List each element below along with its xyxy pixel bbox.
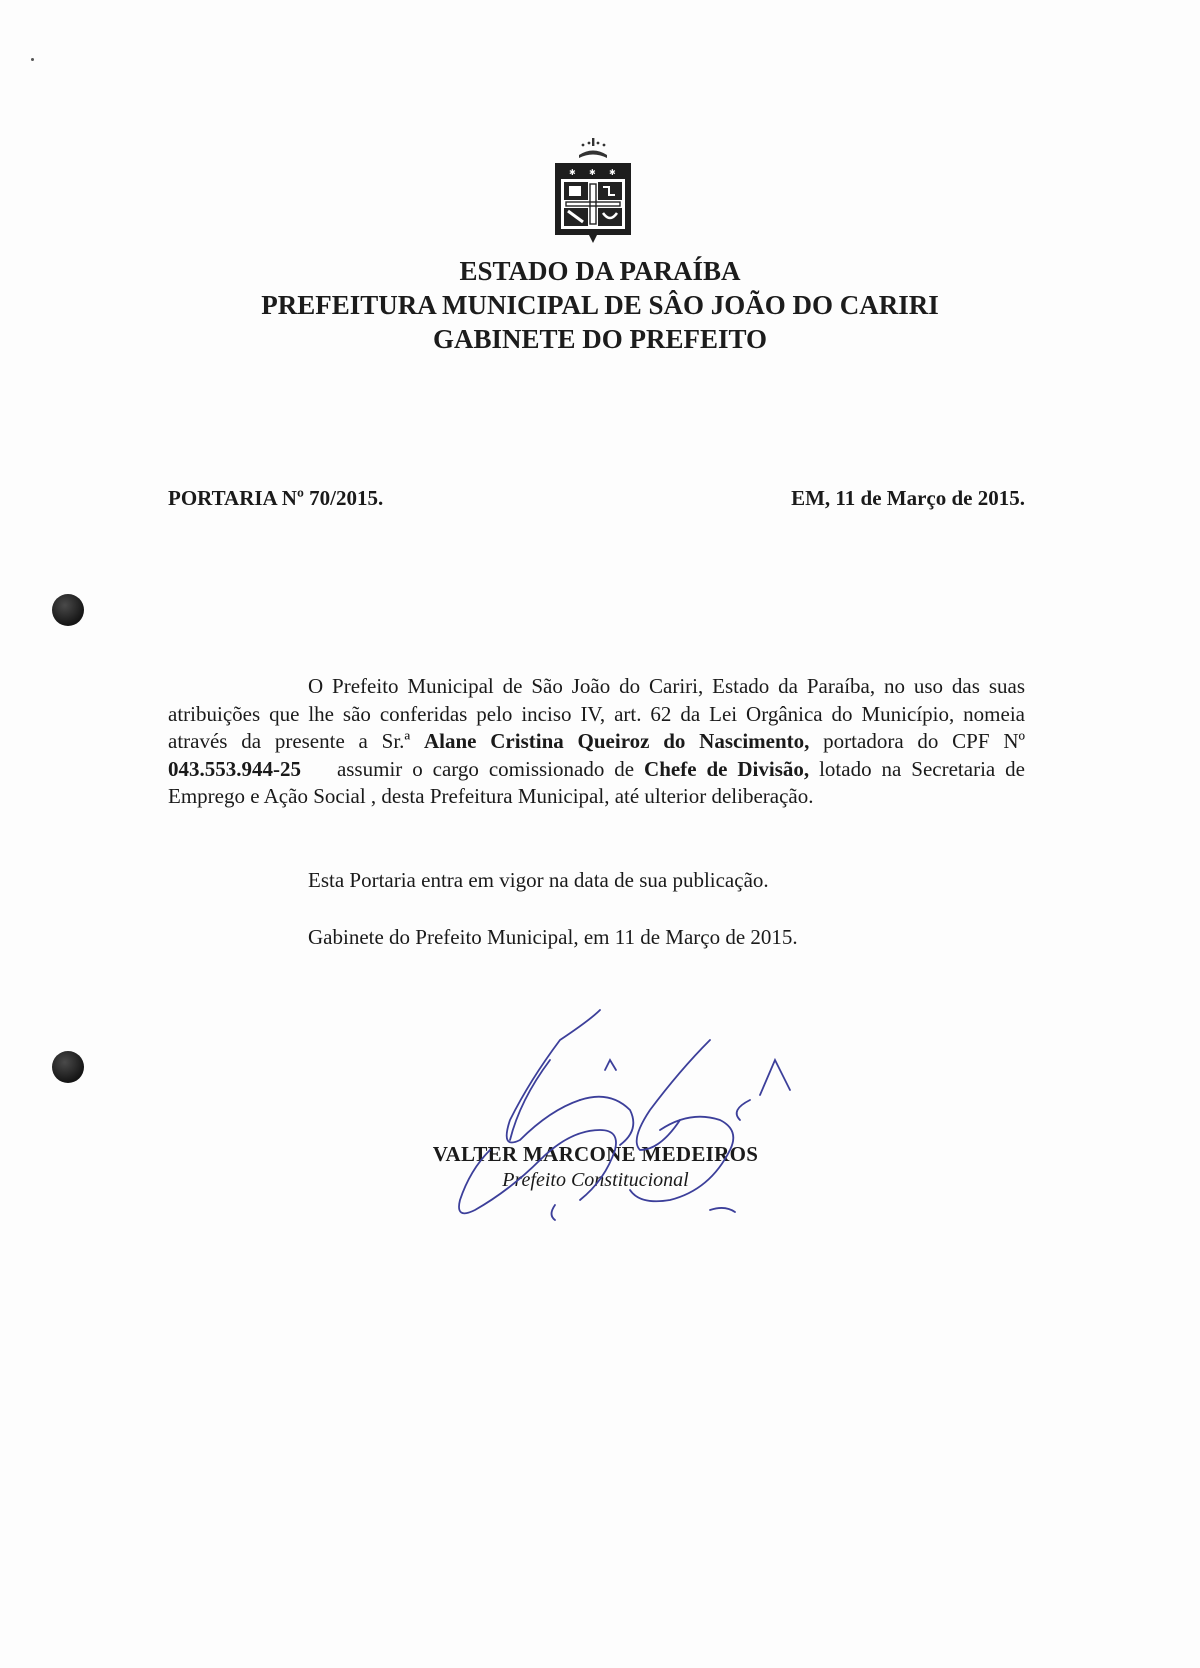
portaria-date: EM, 11 de Março de 2015. xyxy=(791,486,1025,510)
svg-text:✱: ✱ xyxy=(569,168,576,177)
punch-hole-icon xyxy=(52,594,84,626)
svg-text:✱: ✱ xyxy=(609,168,616,177)
body-text: O Prefeito Municipal de São João do Cariri, Estado da Paraíba, no uso das suas atribuições que lhe são conferidas pelo inciso IV, art. 62 da Lei Orgânica do Município, nomeia através da presente a Sr.ª xyxy=(168,674,1025,753)
portaria-number: PORTARIA Nº 70/2015. xyxy=(168,486,384,510)
appointee-name: Alane Cristina Queiroz do Nascimento, xyxy=(423,729,810,753)
appointed-role: Chefe de Divisão, xyxy=(644,756,810,781)
punch-hole-icon xyxy=(52,1051,84,1083)
letterhead-municipality: PREFEITURA MUNICIPAL DE SÂO JOÃO DO CARIRI xyxy=(261,290,939,320)
letterhead-office: GABINETE DO PREFEITO xyxy=(432,324,768,354)
signatory-name: VALTER MARCONE MEDEIROS xyxy=(432,1142,759,1166)
signatory-title: Prefeito Constitucional xyxy=(502,1169,689,1191)
handwritten-signature xyxy=(430,1000,810,1230)
body-text: assumir o cargo comissionado de xyxy=(327,756,645,781)
coat-of-arms-icon xyxy=(553,137,633,253)
letterhead xyxy=(0,254,1200,356)
effective-clause: Esta Portaria entra em vigor na data de sua publicação. xyxy=(308,868,769,892)
body-text: lotado na Secretaria de Emprego e Ação Social , desta Prefeitura Municipal, até ulterior deliberação. xyxy=(168,756,1025,808)
body-text: portadora do CPF Nº xyxy=(809,729,1025,753)
appointee-cpf: 043.553.944-25 xyxy=(168,756,301,781)
body-paragraph xyxy=(168,673,1025,811)
svg-text:✱: ✱ xyxy=(589,168,596,177)
closing-line: Gabinete do Prefeito Municipal, em 11 de Março de 2015. xyxy=(308,925,798,949)
letterhead-state: ESTADO DA PARAÍBA xyxy=(459,256,741,286)
signatory-block xyxy=(408,1142,783,1192)
scan-speck xyxy=(31,58,34,61)
